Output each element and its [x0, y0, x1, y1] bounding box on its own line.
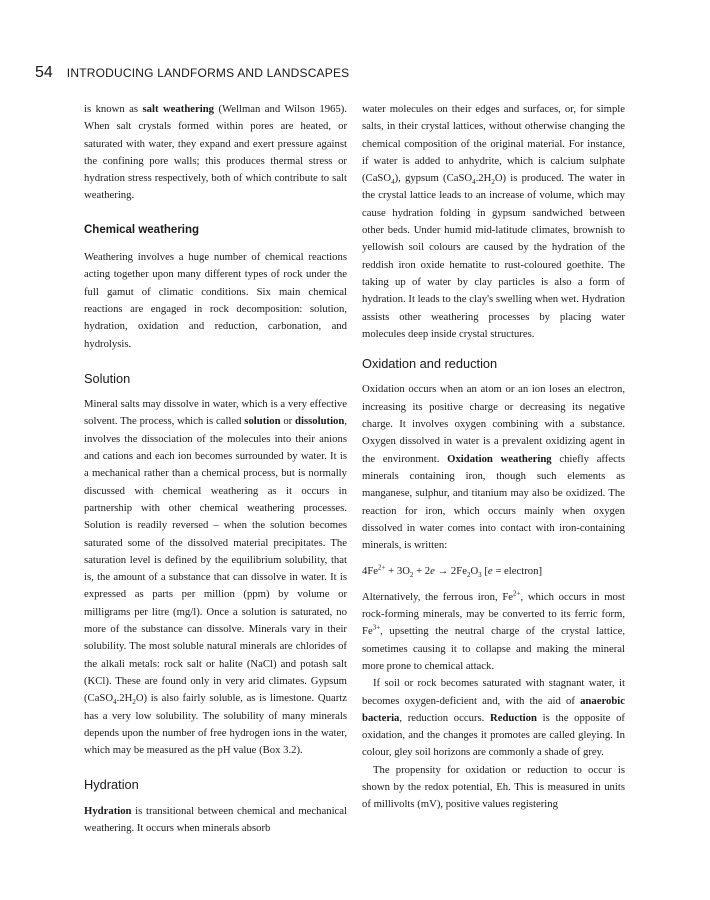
subsection-heading-hydration: Hydration: [84, 777, 139, 793]
redox-potential-paragraph: The propensity for oxidation or reduction to occur is shown by the redox potential, Eh. This is measured in units of millivolts (mV), positive values registering: [362, 763, 625, 811]
right-column: [362, 101, 625, 814]
ferrous-iron-paragraph: Alternatively, the ferrous iron, $Fe^{2+}$, which occurs in most rock-forming minerals, may be converted to its ferric form, $Fe^{3+}$, upsetting the neutral charge of the crystal lattice, sometimes causing it to collapse and making the mineral more prone to chemical attack.: [362, 589, 625, 672]
term-anaerobic-bacteria: anaerobic bacteria: [362, 694, 625, 724]
term-oxidation-weathering: Oxidation weathering: [447, 452, 552, 465]
reduction-paragraph: If soil or rock becomes saturated with stagnant water, it becomes oxygen-deficient and, with the aid of anaerobic bacteria, reduction occurs. Reduction is the opposite of oxidation, and the changes it promotes are called gleying. In colour, gley soil horizons are commonly a shade of grey.: [362, 677, 625, 759]
left-column: [84, 101, 347, 837]
subsection-heading-oxidation-and-reduction: Oxidation and reduction: [362, 356, 498, 372]
chemical-weathering-paragraph: Weathering involves a huge number of chemical reactions acting together upon many different types of rock under the full gamut of climatic conditions. Six main chemical reactions are engaged in rock decomposition: solution, hydration, oxidation and reduction, carbonation, and hydrolysis.: [84, 251, 347, 350]
subsection-heading-solution: Solution: [84, 370, 131, 386]
oxidation-paragraph: Oxidation occurs when an atom or an ion loses an electron, increasing its positive charge or decreasing its negative charge. It involves oxygen combining with a substance. Oxygen dissolved in water is a prevalent oxidizing agent in the environment. Oxidation weathering chiefly affects minerals containing iron, though such elements as manganese, sulphur, and titanium may also be oxidized. The reaction for iron, which occurs mainly when oxygen dissolved in water comes into contact with iron-containing minerals, is written:: [362, 383, 625, 552]
term-hydration: Hydration: [84, 804, 132, 817]
running-head: [35, 64, 349, 86]
section-heading-chemical-weathering: Chemical weathering: [84, 223, 200, 236]
term-solution: solution: [244, 415, 281, 428]
term-dissolution: dissolution: [295, 415, 345, 428]
term-salt-weathering: salt weathering: [142, 103, 215, 115]
term-reduction: Reduction: [490, 711, 537, 724]
hydration-paragraph: Hydration is transitional between chemical and mechanical weathering. It occurs when minerals absorb: [84, 804, 347, 834]
iron-oxidation-equation: $4Fe^{2+} + 3O_2 + 2e \to 2Fe_2O_3$ [e = electron]: [362, 563, 543, 580]
solution-paragraph: Mineral salts may dissolve in water, which is a very effective solvent. The process, which is called solution or dissolution, involves the dissociation of the molecules into their anions and cations and each ion becomes surrounded by water. It is a mechanical rather than a chemical process, but is normally discussed with chemical weathering as it occurs in partnership with other chemical weathering processes. Solution is readily reversed – when the solution becomes saturated some of the dissolved material precipitates. The saturation level is defined by the equilibrium solubility, that is, the amount of a substance that can dissolve in water. It is expressed as parts per million (ppm) by volume or milligrams per litre (mg/l). Once a solution is saturated, no more of the substance can dissolve. Minerals vary in their solubility. The most soluble natural minerals are chlorides of the alkali metals: rock salt or halite (NaCl) and potash salt (KCl). These are found only in very arid climates. Gypsum $(CaSO_4.2H_2O)$ is also fairly soluble, as is limestone. Quartz has a very low solubility. The solubility of many minerals depends upon the number of free hydrogen ions in the water, which may be measured as the pH value (Box 3.2).: [84, 398, 348, 757]
page-number: 54: [35, 64, 53, 81]
running-title: INTRODUCING LANDFORMS AND LANDSCAPES: [66, 66, 350, 80]
hydration-continued-paragraph: water molecules on their edges and surfaces, or, for simple salts, in their crystal lattices, without otherwise changing the chemical composition of the original material. For instance, if water is added to anhydrite, which is calcium sulphate (CaSO$_4$), gypsum $(CaSO_4.2H_2O)$ is produced. The water in the crystal lattice leads to an increase of volume, which may cause hydration folding in gypsum sandwiched between other beds. Under humid mid-latitude climates, brownish to yellowish soil colours are caused by the hydration of the reddish iron oxide hematite to rust-coloured goethite. The taking up of water by clay particles is also a form of hydration. It leads to the clay's swelling when wet. Hydration assists other weathering processes by placing water molecules deep inside crystal structures.: [362, 103, 626, 340]
salt-weathering-paragraph: is known as salt weathering (Wellman and Wilson 1965). When salt crystals formed within pores are heated, or saturated with water, they expand and exert pressure against the confining pore walls; this produces thermal stress or hydration stress respectively, both of which contribute to salt weathering.: [84, 103, 347, 202]
